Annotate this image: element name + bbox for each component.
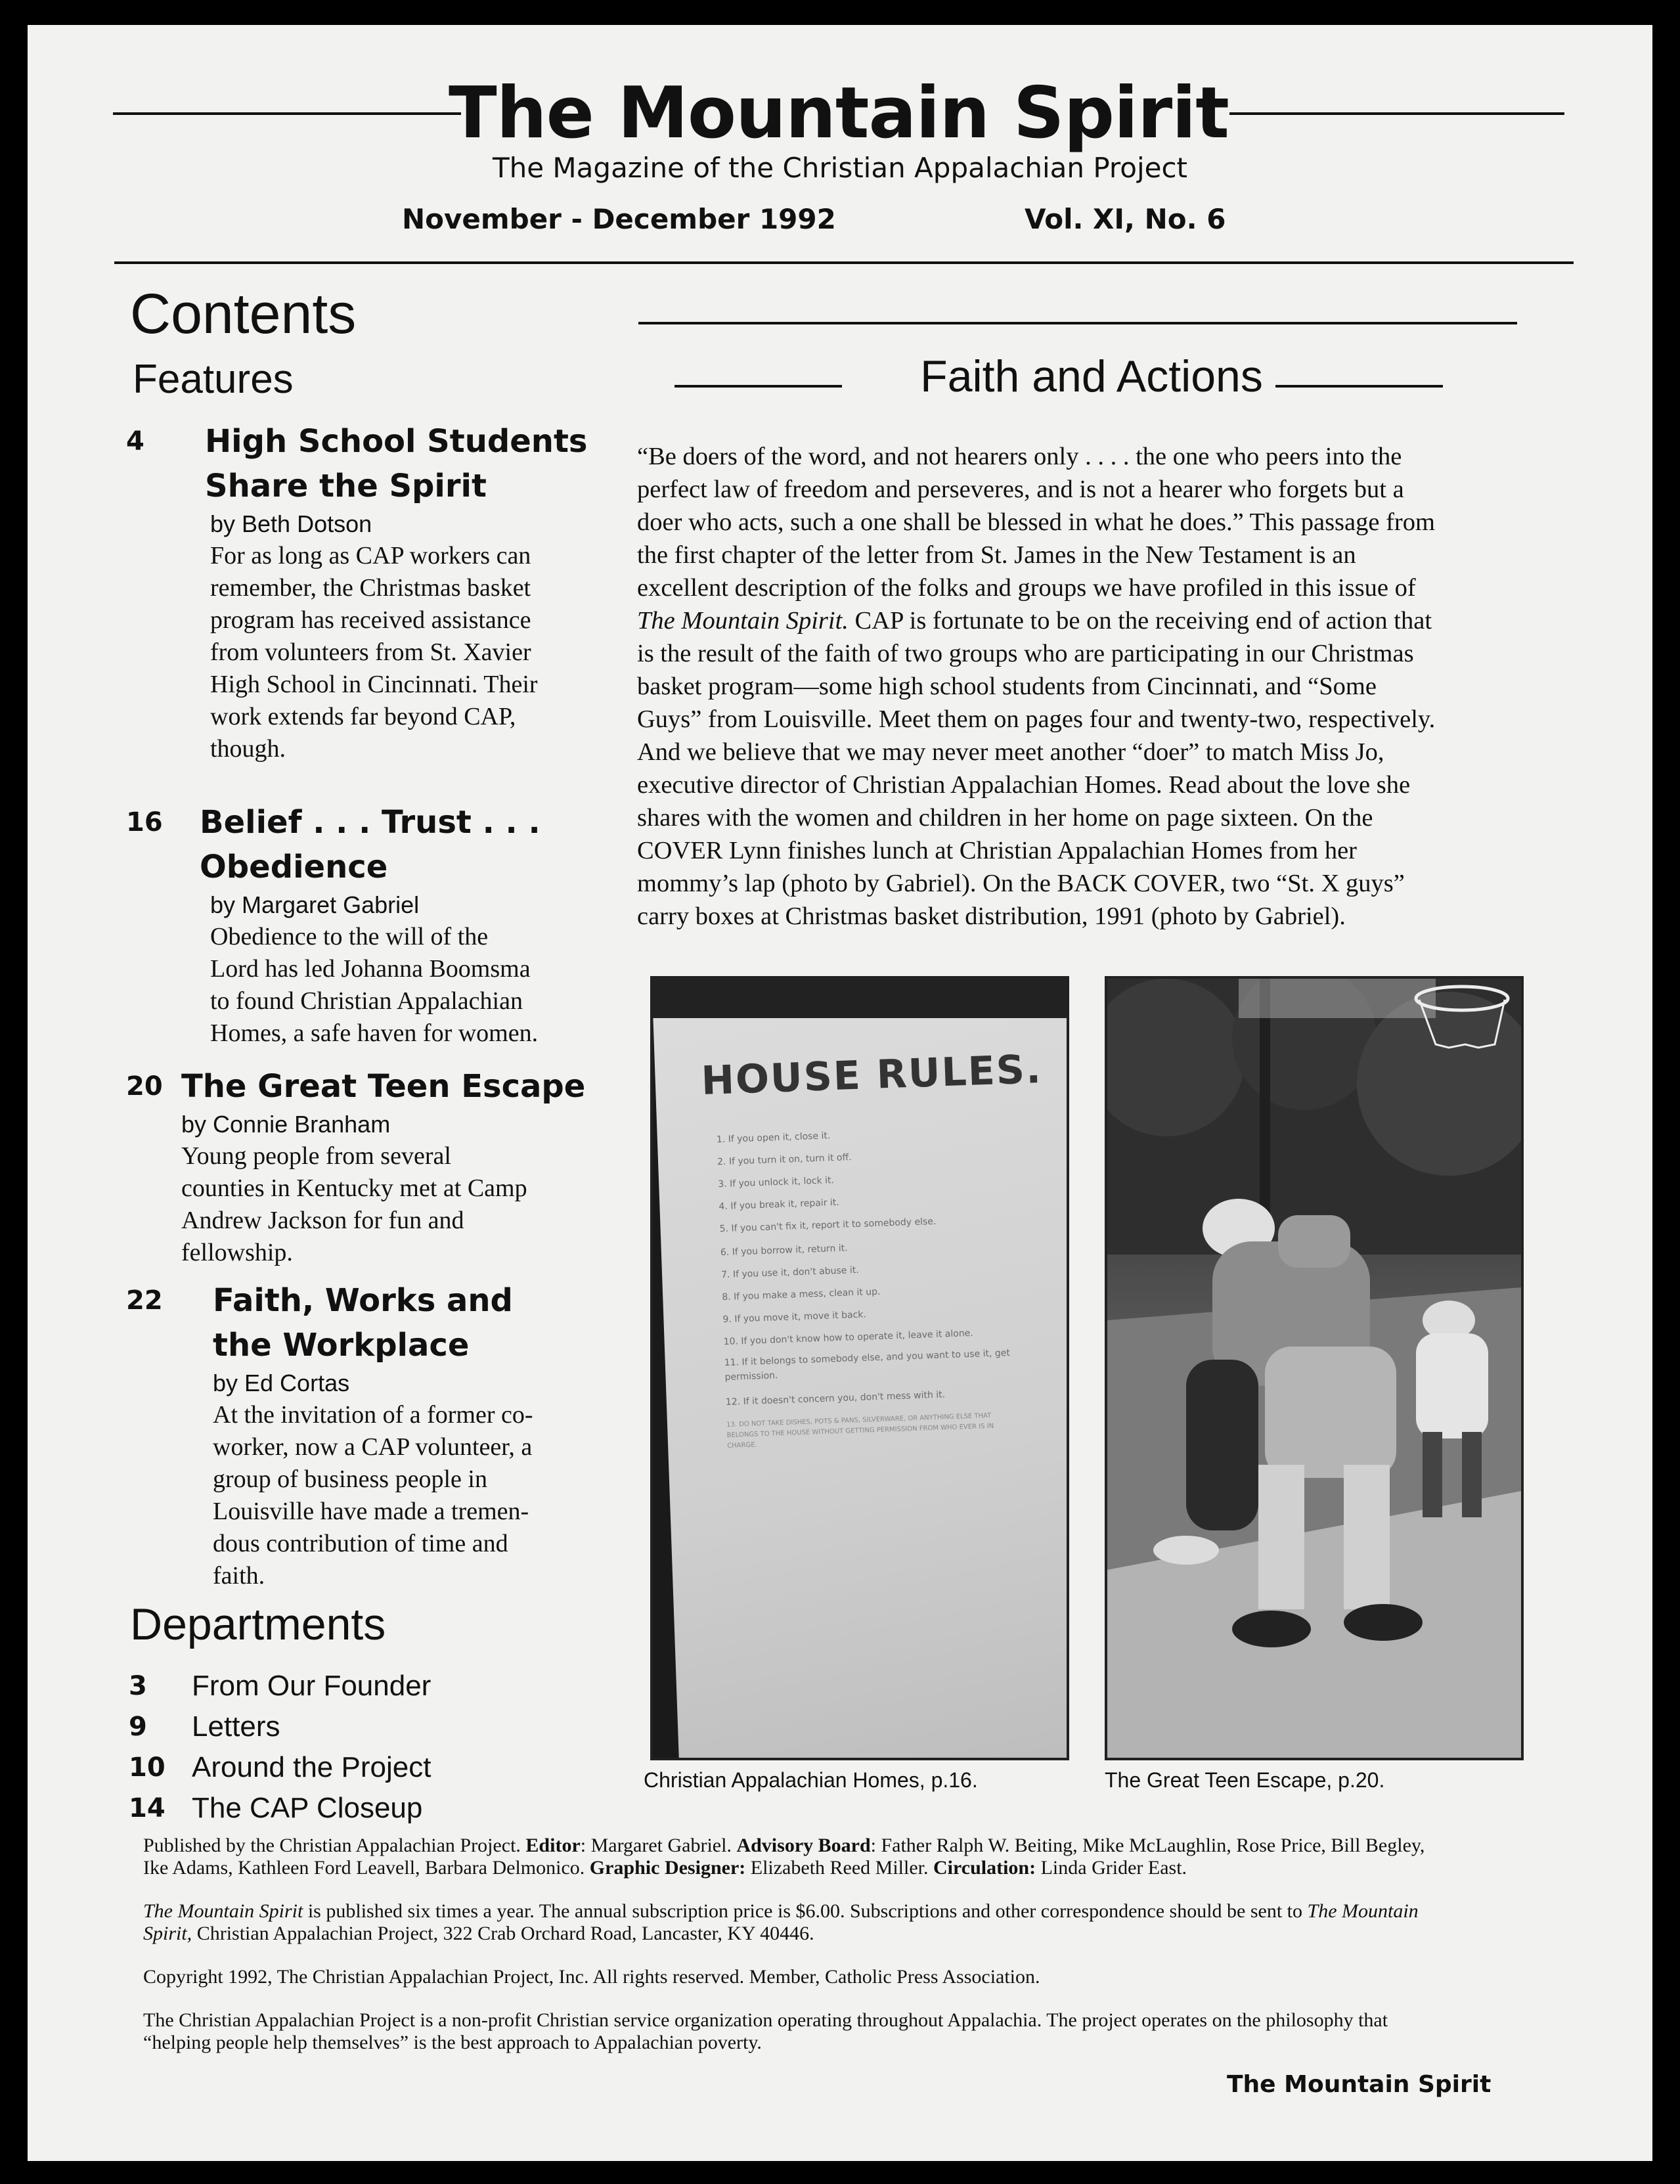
feature-page-number: 16 xyxy=(126,807,163,837)
feature-headline: Belief . . . Trust . . . Obedience xyxy=(200,804,541,885)
copyright-paragraph: Copyright 1992, The Christian Appalachian Project, Inc. All rights reserved. Member, Catholic Press Association. xyxy=(143,1966,1040,1988)
feature-byline: by Beth Dotson xyxy=(210,510,372,537)
publication-info xyxy=(143,1835,1588,2075)
department-page-number: 3 xyxy=(129,1671,147,1701)
feature-byline: by Ed Cortas xyxy=(213,1370,350,1396)
editorial-body: “Be doers of the word, and not hearers only . . . . the one who peers into the perfect law of freedom and perseveres, and is not a hearer who forgets but a doer who acts, such a one shall be blessed in what he does.” This passage from the first chapter of the letter from St. James in the New Testament is an excellent description of the folks and groups we have profiled in this issue of The Mountain Spirit. CAP is fortunate to be on the receiving end of action that is the result of the faith of two groups who are participating in our Christmas basket program—some high school students from Cincinnati, and “Some Guys” from Louisville. Meet them on pages four and twenty-two, respectively. And we believe that we may never meet another “doer” to match Miss Jo, executive director of Christian Appalachian Homes. Read about the love she shares with the women and children in her home on page sixteen. On the COVER Lynn finishes lunch at Christian Appalachian Homes from her mommy’s lap (photo by Gabriel). On the BACK COVER, two “St. X guys” carry boxes at Christmas basket distribution, 1991 (photo by Gabriel). xyxy=(637,443,1436,930)
feature-page-number: 22 xyxy=(126,1285,163,1316)
departments-list xyxy=(129,1666,654,1829)
teen-escape-photo xyxy=(1105,976,1524,1760)
magazine-subtitle: The Magazine of the Christian Appalachian Project xyxy=(492,152,1188,184)
feature-item xyxy=(126,1064,625,1269)
contents-heading: Contents xyxy=(130,282,357,345)
subscription-paragraph: The Mountain Spirit is published six times a year. The annual subscription price is $6.00. Subscriptions and other correspondence should be sent to The Mountain Spirit, Christian Appalachian Project, 322 Crab Orchard Road, Lancaster, KY 40446. xyxy=(143,1900,1419,1944)
department-item xyxy=(129,1788,654,1829)
issue-volume: Vol. XI, No. 6 xyxy=(1025,203,1226,235)
page-signature: The Mountain Spirit xyxy=(1227,2071,1492,2098)
department-label: From Our Founder xyxy=(192,1670,431,1702)
feature-byline: by Connie Branham xyxy=(181,1111,391,1138)
editorial-title: Faith and Actions xyxy=(920,351,1263,401)
department-label: Letters xyxy=(192,1710,280,1743)
department-page-number: 14 xyxy=(129,1793,166,1823)
department-page-number: 10 xyxy=(129,1752,166,1783)
teen-escape-caption: The Great Teen Escape, p.20. xyxy=(1105,1768,1385,1792)
features-heading: Features xyxy=(133,357,294,402)
department-item xyxy=(129,1706,654,1747)
house-rules-heading: HOUSE RULES. xyxy=(700,1046,1043,1104)
magazine-page xyxy=(28,25,1652,2161)
department-label: Around the Project xyxy=(192,1751,431,1783)
feature-description: Young people from several counties in Kentucky met at Camp Andrew Jackson for fun and fellowship. xyxy=(181,1142,527,1266)
editorial-title-rule-left xyxy=(674,385,842,388)
editorial-top-rule xyxy=(638,322,1517,324)
house-rules-list: 1. If you open it, close it. 2. If you turn it on, turn it off. 3. If you unlock it, lock it. 4. If you break it, repair it. 5. If you can't fix it, report it to somebody else. 6. If you borrow it, return it. 7. If you use it, don't abuse it. 8. If you make a mess, clean it up. 9. If you move it, move it back. 10. If you don't know how to operate it, leave it alone. 11. If it belongs to somebody else, and you want to use it, get permission. 12. If it doesn't concern you, don't mess with it. 13. DO NOT TAKE DISHES, POTS & PANS, SILVERWARE, OR ANYTHING ELSE THAT BELONGS TO THE HOUSE WITHOUT GETTING PERMISSION FROM WHO EVER IS IN CHARGE. xyxy=(716,1130,1011,1450)
feature-headline: The Great Teen Escape xyxy=(181,1068,586,1105)
feature-item xyxy=(126,419,625,765)
teen-escape-scene xyxy=(1107,979,1521,1758)
masthead xyxy=(113,71,1564,156)
magazine-title: The Mountain Spirit xyxy=(449,72,1229,154)
feature-description: Obedience to the will of the Lord has led Johanna Boomsma to found Christian Appalachian Homes, a safe haven for women. xyxy=(210,923,539,1047)
house-rules-poster xyxy=(652,985,1069,1760)
department-item xyxy=(129,1666,654,1706)
feature-description: At the invitation of a former co- worker, now a CAP volunteer, a group of business people in Louisville have made a tremen- dous contribution of time and faith. xyxy=(213,1401,533,1590)
feature-headline: Faith, Works and the Workplace xyxy=(213,1282,513,1364)
house-rules-caption: Christian Appalachian Homes, p.16. xyxy=(644,1768,978,1792)
feature-headline: High School Students Share the Spirit xyxy=(205,423,588,504)
feature-description: For as long as CAP workers can remember, the Christmas basket program has received assistance from volunteers from St. Xavier High School in Cincinnati. Their work extends far beyond CAP, though. xyxy=(210,542,538,763)
house-rules-photo xyxy=(650,976,1069,1760)
feature-byline: by Margaret Gabriel xyxy=(210,891,420,918)
mission-paragraph: The Christian Appalachian Project is a non-profit Christian service organization operating throughout Appalachia. The project operates on the philosophy that “helping people help themselves” is the best approach to Appalachian poverty. xyxy=(143,2009,1388,2053)
issue-date: November - December 1992 xyxy=(402,203,836,235)
department-page-number: 9 xyxy=(129,1712,147,1742)
departments-heading: Departments xyxy=(130,1599,386,1649)
department-item xyxy=(129,1747,654,1788)
feature-item xyxy=(126,800,625,1050)
header-divider xyxy=(114,261,1574,264)
department-label: The CAP Closeup xyxy=(192,1792,423,1824)
feature-page-number: 4 xyxy=(126,426,144,457)
credits-paragraph: Published by the Christian Appalachian Project. Editor: Margaret Gabriel. Advisory Board: Father Ralph W. Beiting, Mike McLaughlin, Rose Price, Bill Begley, Ike Adams, Kathleen Ford Leavell, Barbara Delmonico. Graphic Designer: Elizabeth Reed Miller. Circulation: Linda Grider East. xyxy=(143,1835,1425,1879)
feature-page-number: 20 xyxy=(126,1071,163,1102)
feature-item xyxy=(126,1278,625,1592)
